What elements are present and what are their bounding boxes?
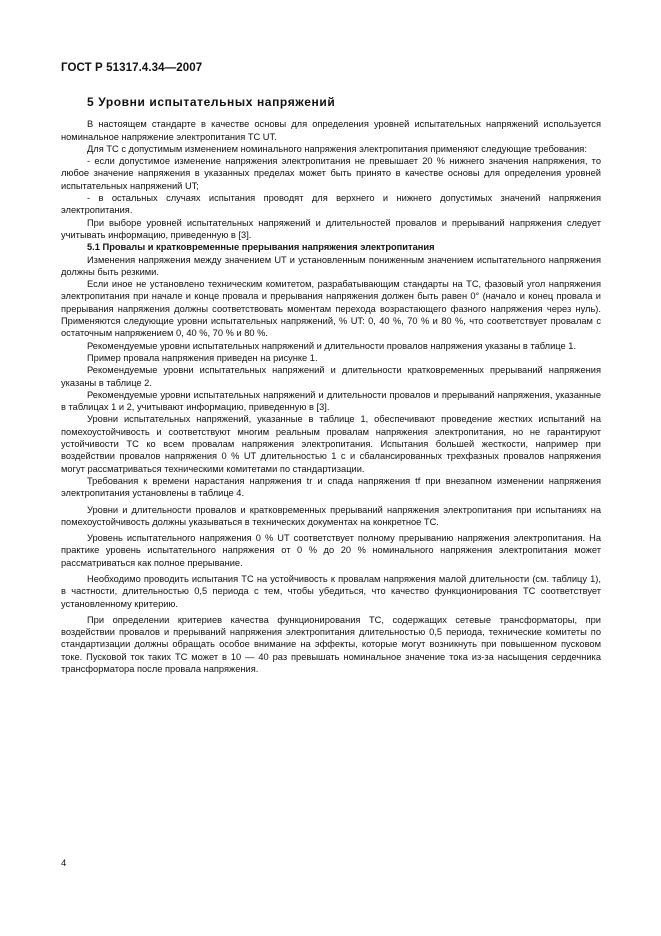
- section-5-title: 5 Уровни испытательных напряжений: [87, 95, 336, 109]
- paragraph: Рекомендуемые уровни испытательных напряжений и длительности кратковременных прерываний напряжения указаны в таблице 2.: [61, 365, 601, 388]
- paragraph: Необходимо проводить испытания ТС на устойчивость к провалам напряжения малой длительности (см. таблицу 1), в частности, длительностью 0,5 периода с тем, чтобы убедиться, что качество функционирования ТС соответствует установленному критерию.: [61, 573, 601, 609]
- paragraph: Пример провала напряжения приведен на рисунке 1.: [87, 352, 318, 363]
- page-number: 4: [61, 858, 67, 869]
- paragraph: - в остальных случаях испытания проводят для верхнего и нижнего допустимых значений напряжения электропитания.: [61, 193, 601, 216]
- paragraph: Уровни испытательных напряжений, указанные в таблице 1, обеспечивают проведение жестких испытаний на помехоустойчивость и соответствуют многим реальным провалам напряжения электропитания, но не гарантируют устойчивости ТС ко всем провалам напряжения электропитания. Испытания большей жесткости, например при воздействии провалов напряжения 0 % UT длительностью 1 с и сбалансированных трехфазных провалов напряжения могут рассматриваться техническими комитетами по стандартизации.: [61, 414, 601, 474]
- paragraph: Если иное не установлено техническим комитетом, разрабатывающим стандарты на ТС, фазовый угол напряжения электропитания при начале и конце провала и прерывания напряжения должен быть равен 0° (начало и конец провала и прерывания напряжения должны соответствовать моментам перехода возрастающего фазного напряжения через нуль). Применяются следующие уровни испытательных напряжений, % UT: 0, 40 %, 70 % и 80 %, что соответствует провалам с остаточным напряжением 0, 40 %, 70 % и 80 %.: [61, 279, 601, 339]
- paragraph: - если допустимое изменение напряжения электропитания не превышает 20 % нижнего значения напряжения, то любое значение напряжения в указанных пределах может быть принято в качестве основы для определения уровней испытательных напряжений UT;: [61, 156, 601, 191]
- paragraph: При определении критериев качества функционирования ТС, содержащих сетевые трансформаторы, при воздействии провалов и прерываний напряжения электропитания длительностью 0,5 периода, технические комитеты по стандартизации должны обращать особое внимание на эффекты, которые могут возникнуть при повышенном пусковом токе. Пусковой ток таких ТС может в 10 — 40 раз превышать номинальное значение тока из-за насыщения сердечника трансформатора после провала напряжения.: [61, 614, 601, 675]
- paragraph: Уровень испытательного напряжения 0 % UT соответствует полному прерыванию напряжения электропитания. На практике уровень испытательного напряжения от 0 % до 20 % номинального напряжения электропитания может рассматриваться как полное прерывание.: [61, 533, 601, 568]
- paragraph: Уровни и длительности провалов и кратковременных прерываний напряжения электропитания при испытаниях на помехоустойчивость должны указываться в технических документах на конкретное ТС.: [61, 504, 601, 527]
- paragraph: При выборе уровней испытательных напряжений и длительностей провалов и прерываний напряжения следует учитывать информацию, приведенную в [3].: [61, 217, 601, 240]
- paragraph: В настоящем стандарте в качестве основы для определения уровней испытательных напряжений используется номинальное напряжение электропитания ТС UT.: [61, 119, 601, 142]
- paragraph: Требования к времени нарастания напряжения tr и спада напряжения tf при внезапном изменении напряжения электропитания установлены в таблице 4.: [61, 475, 601, 499]
- paragraph: Изменения напряжения между значением UT и установленным пониженным значением испытательного напряжения должны быть резкими.: [61, 254, 601, 277]
- page-content: [61, 96, 601, 679]
- paragraph: Рекомендуемые уровни испытательных напряжений и длительности провалов и прерываний напряжения, указанные в таблицах 1 и 2, учитывают информацию, приведенную в [3].: [61, 389, 601, 413]
- paragraph: Для ТС с допустимым изменением номинального напряжения электропитания применяют следующие требования:: [87, 143, 587, 154]
- standard-header: ГОСТ Р 51317.4.34—2007: [61, 62, 203, 74]
- paragraph: Рекомендуемые уровни испытательных напряжений и длительности провалов напряжения указаны в таблице 1.: [87, 340, 577, 351]
- section-5-1-title: 5.1 Провалы и кратковременные прерывания напряжения электропитания: [87, 242, 435, 253]
